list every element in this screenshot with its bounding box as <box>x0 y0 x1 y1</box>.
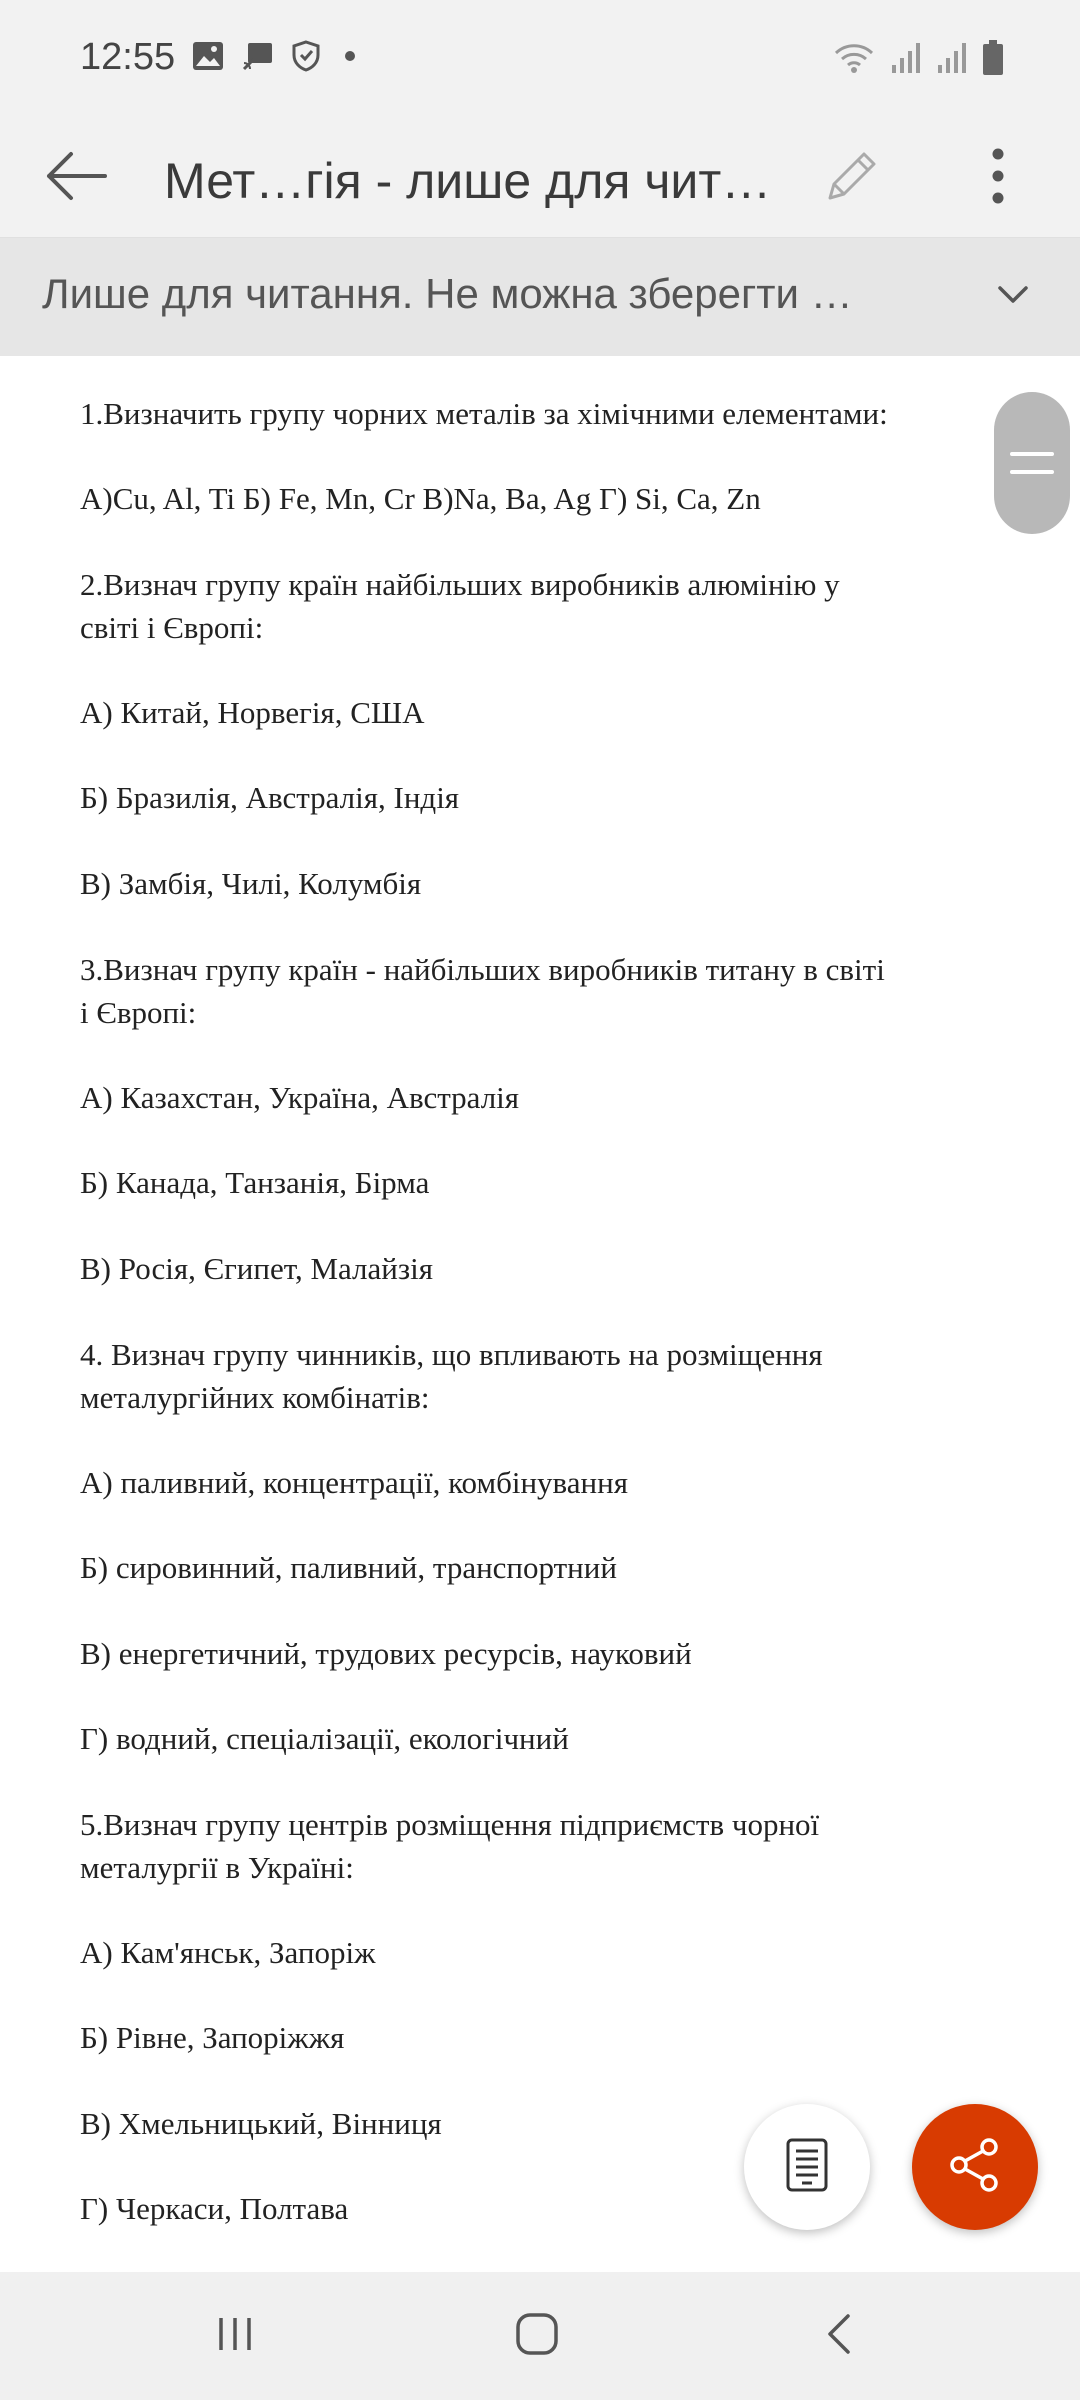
signal-icon <box>890 41 922 80</box>
recent-apps-icon <box>215 2314 255 2359</box>
answer-option: А) паливний, концентрації, комбінування <box>80 1465 628 1500</box>
answer-option: А) Китай, Норвегія, США <box>80 695 425 730</box>
answer-option: А) Казахстан, Україна, Австралія <box>80 1080 520 1115</box>
scrollbar-handle[interactable] <box>994 392 1070 534</box>
question-4-continued: металургійних комбінатів: <box>80 1380 430 1415</box>
answer-option: В) Хмельницький, Вінниця <box>80 2106 442 2141</box>
question-5: 5.Визнач групу центрів розміщення підприємств чорної <box>80 1807 820 1842</box>
question-1-options: А)Cu, Al, Ti Б) Fe, Mn, Cr В)Na, Ba, Ag Г) Si, Ca, Zn <box>80 481 761 516</box>
battery-icon <box>982 40 1004 81</box>
shield-icon <box>292 40 320 77</box>
banner-expand-button[interactable] <box>976 260 1050 334</box>
question-2-continued: світі і Європі: <box>80 610 264 645</box>
answer-option: Г) Черкаси, Полтава <box>80 2191 349 2226</box>
back-icon <box>824 2312 854 2361</box>
document-title: Мет…гія - лише для чит… <box>164 153 772 209</box>
recent-apps-button[interactable] <box>190 2296 280 2376</box>
cast-icon <box>242 41 274 76</box>
question-3-continued: і Європі: <box>80 995 197 1030</box>
more-options-button[interactable] <box>958 138 1038 218</box>
back-button[interactable] <box>36 138 116 218</box>
home-icon <box>515 2312 559 2361</box>
question-2: 2.Визнач групу країн найбільших виробників алюмінію у <box>80 567 840 602</box>
handle-grip-line <box>1010 452 1054 456</box>
read-only-message: Лише для читання. Не можна зберегти … <box>42 270 853 317</box>
chevron-down-icon <box>997 285 1029 310</box>
answer-option: В) Росія, Єгипет, Малайзія <box>80 1251 433 1286</box>
question-3: 3.Визнач групу країн - найбільших виробників титану в світі <box>80 952 885 987</box>
document-content[interactable] <box>0 356 1080 2272</box>
reading-view-icon <box>785 2137 829 2198</box>
answer-option: В) енергетичний, трудових ресурсів, науковий <box>80 1636 692 1671</box>
answer-option: Б) сировинний, паливний, транспортний <box>80 1550 617 1585</box>
read-only-banner[interactable] <box>0 238 1080 356</box>
question-1: 1.Визначить групу чорних металів за хімічними елементами: <box>80 396 888 431</box>
arrow-left-icon <box>45 150 107 207</box>
status-system-icons <box>832 40 1004 81</box>
more-vertical-icon <box>988 148 1008 209</box>
signal-icon <box>936 41 968 80</box>
answer-option: Б) Бразилія, Австралія, Індія <box>80 780 460 815</box>
edit-button[interactable] <box>812 138 892 218</box>
wifi-icon <box>832 41 876 80</box>
status-notification-icons <box>192 40 362 77</box>
answer-option: Б) Рівне, Запоріжжя <box>80 2020 345 2055</box>
status-time: 12:55 <box>80 36 176 78</box>
handle-grip-line <box>1010 470 1054 474</box>
image-icon <box>192 41 224 76</box>
status-bar <box>0 0 1080 120</box>
pencil-icon <box>822 146 882 211</box>
app-bar <box>0 120 1080 238</box>
question-4: 4. Визнач групу чинників, що впливають на розміщення <box>80 1337 823 1372</box>
answer-option: Г) водний, спеціалізації, екологічний <box>80 1721 569 1756</box>
share-icon <box>945 2135 1005 2200</box>
dot-icon <box>338 41 362 76</box>
reading-view-button[interactable] <box>744 2104 870 2230</box>
answer-option: Б) Канада, Танзанія, Бірма <box>80 1165 430 1200</box>
system-back-button[interactable] <box>794 2296 884 2376</box>
home-button[interactable] <box>492 2296 582 2376</box>
question-5-continued: металургії в Україні: <box>80 1850 354 1885</box>
share-button[interactable] <box>912 2104 1038 2230</box>
answer-option: В) Замбія, Чилі, Колумбія <box>80 866 422 901</box>
system-navigation-bar <box>0 2272 1080 2400</box>
answer-option: А) Кам'янськ, Запоріж <box>80 1935 376 1970</box>
